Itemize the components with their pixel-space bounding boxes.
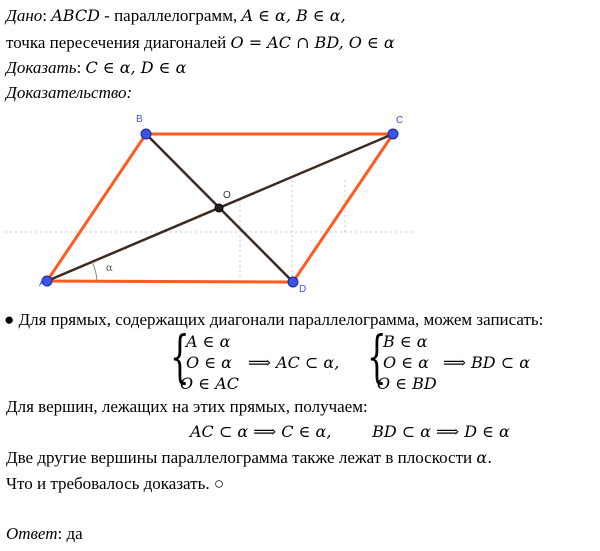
- angle-arc: [92, 262, 97, 281]
- proof-heading: Доказательство:: [6, 83, 133, 102]
- label-c: C: [396, 115, 404, 126]
- prove-line: Доказать: C ∈ α, D ∈ α: [6, 58, 187, 77]
- prove-statement: C ∈ α, D ∈ α: [85, 58, 187, 77]
- conclusion-formula: AC ⊂ α ⟹ C ∈ α, BD ⊂ α ⟹ D ∈ α: [190, 422, 510, 441]
- vertex-c: [388, 129, 398, 139]
- vertex-b: [141, 129, 151, 139]
- qed-line: [6, 474, 224, 494]
- system-1-row-3: O ∈ AC: [180, 374, 239, 393]
- system-1-row-1: A ∈ α: [186, 332, 231, 351]
- given-label: Дано: [6, 6, 43, 25]
- system-2-row-1: B ∈ α: [383, 332, 428, 351]
- answer-label: Ответ: [6, 524, 58, 543]
- system-2-implication: ⟹ BD ⊂ α: [443, 353, 530, 372]
- label-b: B: [136, 114, 143, 125]
- prove-label: Доказать: [6, 58, 77, 77]
- vertex-d: [288, 277, 298, 287]
- brace-left-1: {: [170, 325, 190, 390]
- qed-text: Что и требовалось доказать. ○: [6, 474, 225, 493]
- given-conditions: A ∈ α, B ∈ α,: [241, 6, 346, 25]
- given-line: Дано: ABCD - параллелограмм, A ∈ α, B ∈ α,: [6, 6, 346, 25]
- other-vertices-line: [6, 448, 492, 468]
- brace-left-2: {: [367, 325, 387, 390]
- given-description: - параллелограмм,: [99, 6, 242, 25]
- system-2-row-2: O ∈ α: [383, 353, 429, 372]
- angle-label: α: [106, 263, 113, 274]
- label-o: O: [223, 190, 231, 201]
- point-o: [215, 204, 223, 212]
- vertices-line: [6, 397, 368, 417]
- given-figure-name: ABCD: [51, 6, 100, 25]
- system-2-row-3: O ∈ BD: [377, 374, 437, 393]
- system-1-implication: ⟹ AC ⊂ α,: [248, 353, 340, 372]
- given-intersection-text: точка пересечения диагоналей: [6, 33, 231, 52]
- bullet-text: ● Для прямых, содержащих диагонали параллелограмма, можем записать:: [4, 310, 544, 329]
- parallelogram-figure: [0, 108, 420, 296]
- given-line-2: [6, 33, 395, 53]
- vertices-text: Для вершин, лежащих на этих прямых, получаем:: [6, 397, 368, 416]
- answer-value: : да: [57, 524, 83, 543]
- answer-line: [6, 524, 83, 544]
- plane-guides: [5, 180, 415, 282]
- given-intersection-formula: O = AC ∩ BD, O ∈ α: [230, 33, 395, 52]
- other-vertices-alpha: α.: [476, 448, 493, 467]
- proof-label: Доказательство: [6, 83, 127, 102]
- bullet-line: [4, 310, 543, 330]
- label-a: A: [39, 278, 46, 289]
- other-vertices-text: Две другие вершины параллелограмма также лежат в плоскости: [6, 448, 477, 467]
- system-1-row-2: O ∈ α: [186, 353, 232, 372]
- label-d: D: [299, 284, 307, 295]
